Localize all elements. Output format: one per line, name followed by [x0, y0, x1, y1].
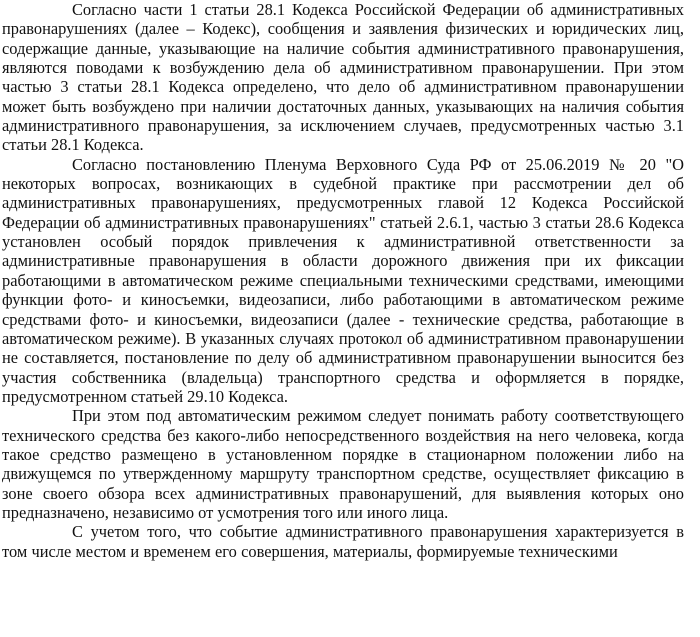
paragraph-case-initiation-grounds: Согласно части 1 статьи 28.1 Кодекса Российской Федерации об административных правонарушениях (далее – Кодекс), сообщения и заявления физических и юридических лиц, содержащие данные, указывающие на наличие события административного правонарушения, являются поводами к возбуждению дела об административном правонарушении. При этом частью 3 статьи 28.1 Кодекса определено, что дело об административном правонарушении может быть возбуждено при наличии достаточных данных, указывающих на наличия события административного правонарушения, за исключением случаев, предусмотренных частью 3.1 статьи 28.1 Кодекса.: [2, 0, 684, 155]
paragraph-place-and-time: С учетом того, что событие административного правонарушения характеризуется в том числе местом и временем его совершения, материалы, формируемые техническими: [2, 522, 684, 561]
paragraph-automatic-mode-definition: При этом под автоматическим режимом следует понимать работу соответствующего технического средства без какого-либо непосредственного воздействия на него человека, когда такое средство размещено в установленном порядке в стационарном положении либо на движущемся по утвержденному маршруту транспортном средстве, осуществляет фиксацию в зоне своего обзора всех административных правонарушений, для выявления которых оно предназначено, независимо от усмотрения того или иного лица.: [2, 406, 684, 522]
document-page: [2, 0, 684, 561]
paragraph-plenum-resolution: Согласно постановлению Пленума Верховного Суда РФ от 25.06.2019 № 20 "О некоторых вопросах, возникающих в судебной практике при рассмотрении дел об административных правонарушениях, предусмотренных главой 12 Кодекса Российской Федерации об административных правонарушениях" статьей 2.6.1, частью 3 статьи 28.6 Кодекса установлен особый порядок привлечения к административной ответственности за административные правонарушения в области дорожного движения при их фиксации работающими в автоматическом режиме специальными техническими средствами, имеющими функции фото- и киносъемки, видеозаписи, либо работающими в автоматическом режиме средствами фото- и киносъемки, видеозаписи (далее - технические средства, работающие в автоматическом режиме). В указанных случаях протокол об административном правонарушении не составляется, постановление по делу об административном правонарушении выносится без участия собственника (владельца) транспортного средства и оформляется в порядке, предусмотренном статьей 29.10 Кодекса.: [2, 154, 684, 406]
